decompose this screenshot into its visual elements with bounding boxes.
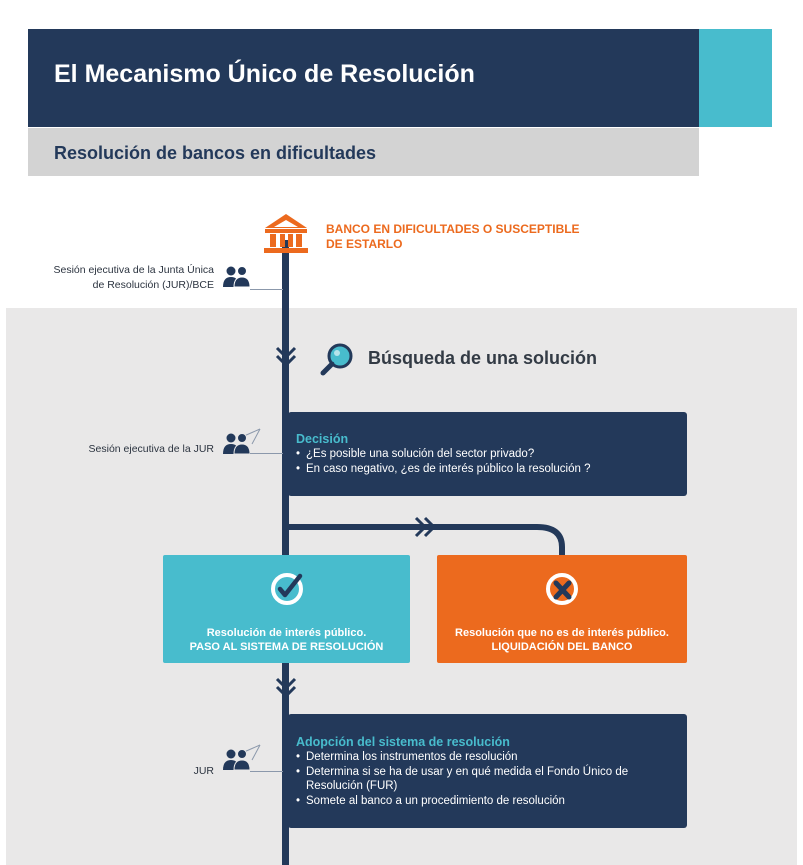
decision-list [296,447,681,476]
adoption-item: • Determina los instrumentos de resolución [296,750,681,765]
decision-item: • ¿Es posible una solución del sector privado? [296,447,681,462]
decision-item: • En caso negativo, ¿es de interés público la resolución ? [296,462,681,477]
chevron-down-icon [275,677,297,699]
actor-srb-ecb-line1: Sesión ejecutiva de la Junta Única [53,264,214,276]
connector-line [250,453,283,454]
no-public-interest-line2: LIQUIDACIÓN DEL BANCO [491,641,633,653]
bank-label-line2: DE ESTARLO [326,237,403,251]
actor-srb-ecb-line2: de Resolución (JUR)/BCE [92,279,214,291]
bank-in-difficulty-label [326,222,606,252]
bank-label-line1: BANCO EN DIFICULTADES O SUSCEPTIBLE [326,222,580,236]
public-interest-caption [163,626,410,654]
decision-title: Decisión [296,432,349,446]
magnifier-icon [320,341,356,377]
actor-srb-label: JUR [193,765,214,777]
header-accent [699,29,772,127]
adoption-item: • Somete al banco a un procedimiento de resolución [296,794,681,809]
public-interest-line2: PASO AL SISTEMA DE RESOLUCIÓN [189,641,384,653]
connector-line [250,289,283,290]
public-interest-line1: Resolución de interés público. [206,627,367,639]
cross-icon [545,572,579,606]
people-icon [222,744,262,772]
adoption-item: • Determina si se ha de usar y en qué medida el Fondo Único de Resolución (FUR) [296,765,681,794]
connector-line [250,771,283,772]
public-interest-box [163,555,410,663]
chevron-down-icon [275,346,297,368]
branch-arrow [282,515,572,557]
no-public-interest-line1: Resolución que no es de interés público. [455,627,669,639]
actor-srb-executive-label: Sesión ejecutiva de la JUR [88,443,214,455]
page-subtitle: Resolución de bancos en dificultades [54,143,377,163]
check-icon [270,572,304,606]
search-solution-title: Búsqueda de una solución [368,348,598,368]
people-icon [222,428,262,456]
adoption-title: Adopción del sistema de resolución [296,735,510,749]
page-title: El Mecanismo Único de Resolución [54,60,475,88]
no-public-interest-caption [437,626,687,654]
adoption-list [296,750,681,808]
people-icon [222,265,252,289]
no-public-interest-box [437,555,687,663]
actor-srb-ecb-label [8,263,214,293]
bank-icon [262,212,310,254]
